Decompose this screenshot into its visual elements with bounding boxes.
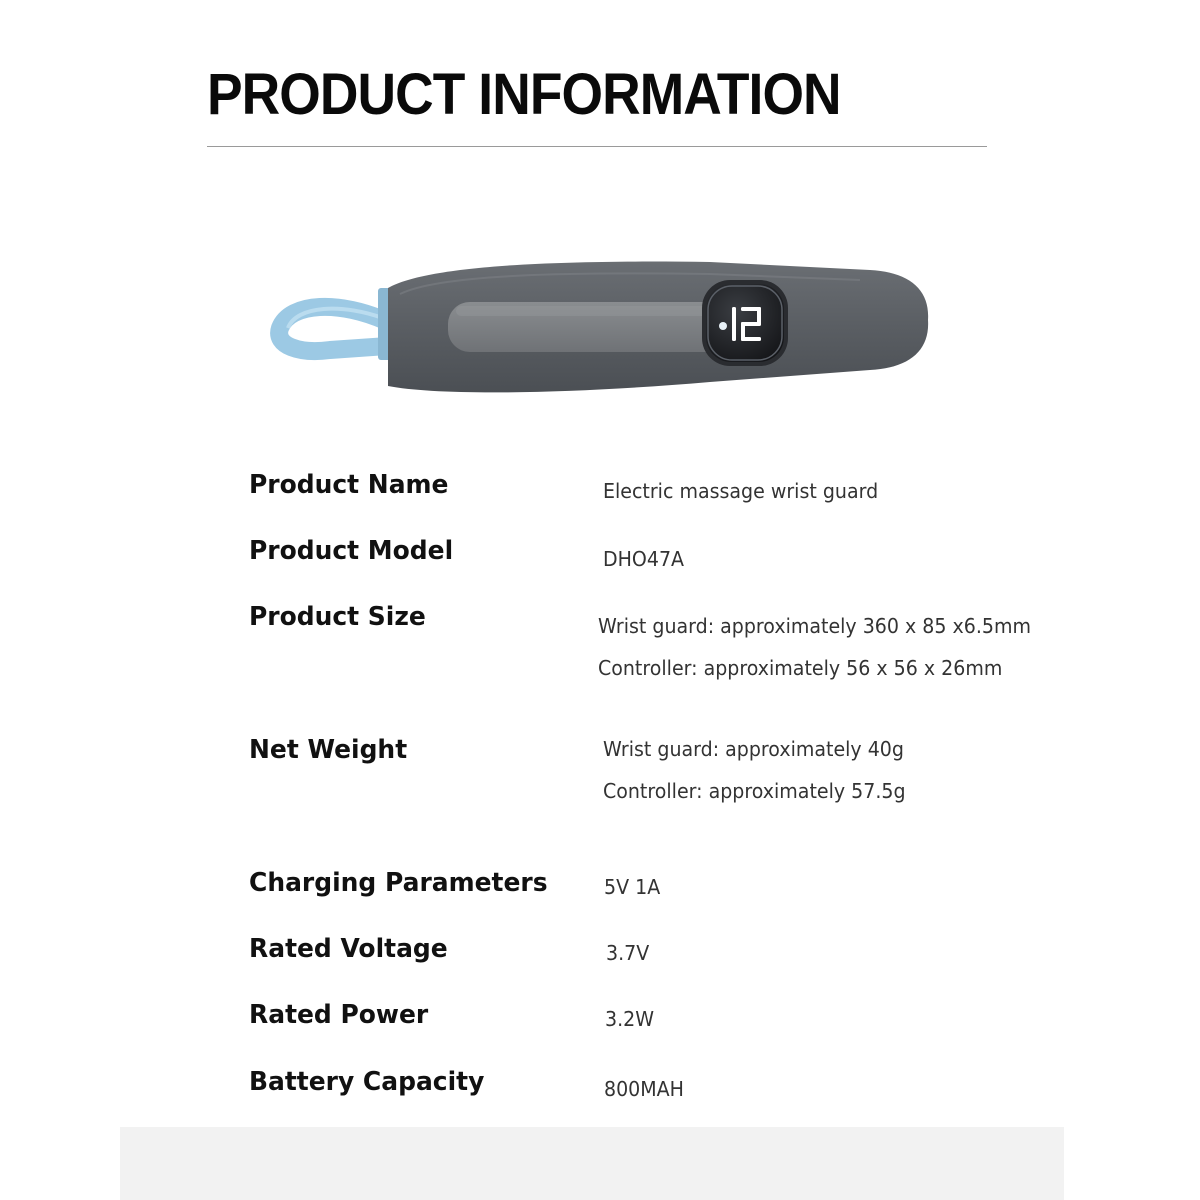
spec-value-wrist-guard-size: Wrist guard: approximately 360 x 85 x6.5mm <box>598 614 1031 638</box>
spec-value-rated-power: 3.2W <box>605 1007 655 1031</box>
spec-label-net-weight: Net Weight <box>249 735 408 765</box>
strap-loop <box>279 288 398 360</box>
spec-value-rated-voltage: 3.7V <box>606 941 650 965</box>
spec-value-product-name: Electric massage wrist guard <box>603 479 879 503</box>
spec-label-charging-parameters: Charging Parameters <box>249 868 548 898</box>
spec-label-product-model: Product Model <box>249 536 454 566</box>
spec-value-product-model: DHO47A <box>603 547 685 571</box>
spec-value-battery-capacity: 800MAH <box>604 1077 684 1101</box>
spec-value-controller-weight: Controller: approximately 57.5g <box>603 779 906 803</box>
page-title: PRODUCT INFORMATION <box>207 62 841 127</box>
spec-label-rated-power: Rated Power <box>249 1000 429 1030</box>
title-divider <box>207 146 987 147</box>
wrist-guard-product-image <box>270 250 960 410</box>
spec-value-controller-size: Controller: approximately 56 x 56 x 26mm <box>598 656 1003 680</box>
spec-label-rated-voltage: Rated Voltage <box>249 934 448 964</box>
spec-label-product-size: Product Size <box>249 602 426 632</box>
spec-value-wrist-guard-weight: Wrist guard: approximately 40g <box>603 737 904 761</box>
spec-value-charging-parameters: 5V 1A <box>604 875 661 899</box>
spec-label-battery-capacity: Battery Capacity <box>249 1067 485 1097</box>
spec-label-product-name: Product Name <box>249 470 449 500</box>
bottom-band <box>120 1127 1064 1200</box>
